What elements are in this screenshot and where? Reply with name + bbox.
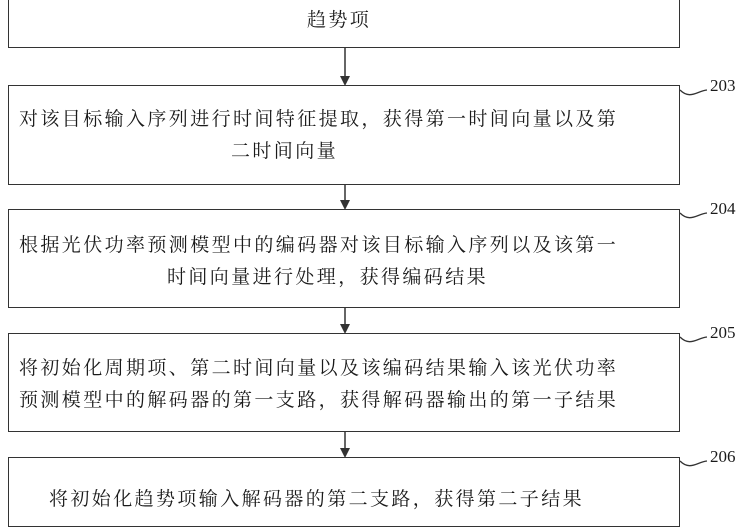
step-reference-number: 204 bbox=[710, 199, 736, 218]
leader-line-206 bbox=[680, 461, 707, 466]
process-step-box bbox=[8, 333, 680, 432]
step-reference-number: 206 bbox=[710, 447, 736, 466]
process-step-box bbox=[8, 209, 680, 308]
step-reference-number: 205 bbox=[710, 323, 736, 342]
process-step-text-line: 将初始化趋势项输入解码器的第二支路，获得第二子结果 bbox=[49, 488, 585, 510]
process-step-text-line: 时间向量进行处理，获得编码结果 bbox=[167, 266, 489, 288]
process-step-box bbox=[8, 0, 680, 48]
process-step-text-line: 将初始化周期项、第二时间向量以及该编码结果输入该光伏功率 bbox=[19, 357, 619, 379]
process-step-box bbox=[8, 457, 680, 527]
process-step-text-line: 趋势项 bbox=[307, 9, 372, 31]
process-step-text-line: 二时间向量 bbox=[231, 140, 339, 162]
process-step-text-line: 预测模型中的解码器的第一支路，获得解码器输出的第一子结果 bbox=[19, 389, 619, 411]
process-step-text-line: 根据光伏功率预测模型中的编码器对该目标输入序列以及该第一 bbox=[19, 234, 619, 256]
process-step-text-line: 对该目标输入序列进行时间特征提取，获得第一时间向量以及第 bbox=[19, 108, 619, 130]
process-step-box bbox=[8, 85, 680, 185]
leader-line-203 bbox=[680, 90, 707, 95]
leader-line-205 bbox=[680, 337, 707, 342]
step-reference-number: 203 bbox=[710, 76, 736, 95]
leader-line-204 bbox=[680, 213, 707, 218]
